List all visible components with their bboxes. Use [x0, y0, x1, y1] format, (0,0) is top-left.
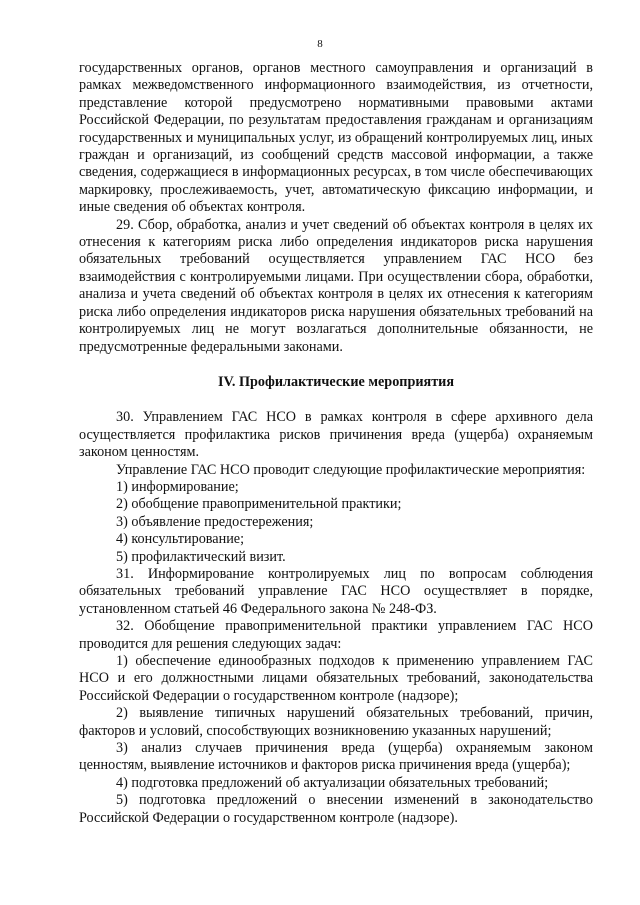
list-item-task-3: 3) анализ случаев причинения вреда (ущерба) охраняемым законом ценностям, выявление источников и факторов риска причинения вреда (ущерба); — [79, 740, 593, 774]
list-item-task-1: 1) обеспечение единообразных подходов к применению управлением ГАС НСО и его должностными лицами обязательных требований, законодательства Российской Федерации о государственном контроле (надзоре); — [79, 653, 593, 704]
paragraph-30: 30. Управлением ГАС НСО в рамках контроля в сфере архивного дела осуществляется профилактика рисков причинения вреда (ущерба) охраняемым законом ценностям. — [79, 409, 593, 461]
list-item-measure-2: 2) обобщение правоприменительной практики; — [116, 496, 402, 513]
paragraph-29: 29. Сбор, обработка, анализ и учет сведений об объектах контроля в целях их отнесения к категориям риска либо определения индикаторов риска нарушения обязательных требований осуществляется управлением ГАС НСО без взаимодействия с контролируемыми лицами. При осуществлении сбора, обработки, анализа и учета сведений об объектах контроля в целях их отнесения к категориям риска либо определения индикаторов риска нарушения обязательных требований на контролируемых лиц не могут возлагаться дополнительные обязанности, не предусмотренные федеральными законами. — [79, 216, 593, 355]
list-item-task-2: 2) выявление типичных нарушений обязательных требований, причин, факторов и условий, способствующих возникновению указанных нарушений; — [79, 705, 593, 739]
list-item-task-5: 5) подготовка предложений о внесении изменений в законодательство Российской Федерации о государственном контроле (надзоре). — [79, 792, 593, 826]
list-item-measure-1: 1) информирование; — [116, 478, 239, 495]
list-item-measure-3: 3) объявление предостережения; — [116, 513, 314, 530]
paragraph-measures-intro: Управление ГАС НСО проводит следующие профилактические мероприятия: — [116, 461, 586, 478]
document-body — [79, 60, 593, 827]
section-heading: IV. Профилактические мероприятия — [217, 373, 455, 390]
list-item-task-4: 4) подготовка предложений об актуализации обязательных требований; — [116, 774, 549, 791]
paragraph-continuation: государственных органов, органов местного самоуправления и организаций в рамках межведомственного информационного взаимодействия, из отчетности, представление которой предусмотрено нормативными правовыми актами Российской Федерации, по результатам предоставления гражданам и организациям государственных и муниципальных услуг, из обращений контролируемых лиц, иных граждан и организаций, из сообщений средств массовой информации, а также сведения, содержащиеся в информационных ресурсах, в том числе обеспечивающих маркировку, прослеживаемость, учет, автоматическую фиксацию информации, и иные сведения об объектах контроля. — [79, 60, 593, 216]
list-item-measure-4: 4) консультирование; — [116, 531, 245, 548]
page-number: 8 — [317, 38, 323, 50]
list-item-measure-5: 5) профилактический визит. — [116, 548, 286, 565]
paragraph-32: 32. Обобщение правоприменительной практики управлением ГАС НСО проводится для решения следующих задач: — [79, 618, 593, 652]
paragraph-31: 31. Информирование контролируемых лиц по вопросам соблюдения обязательных требований управление ГАС НСО осуществляет в порядке, установленном статьей 46 Федерального закона № 248-ФЗ. — [79, 565, 593, 617]
